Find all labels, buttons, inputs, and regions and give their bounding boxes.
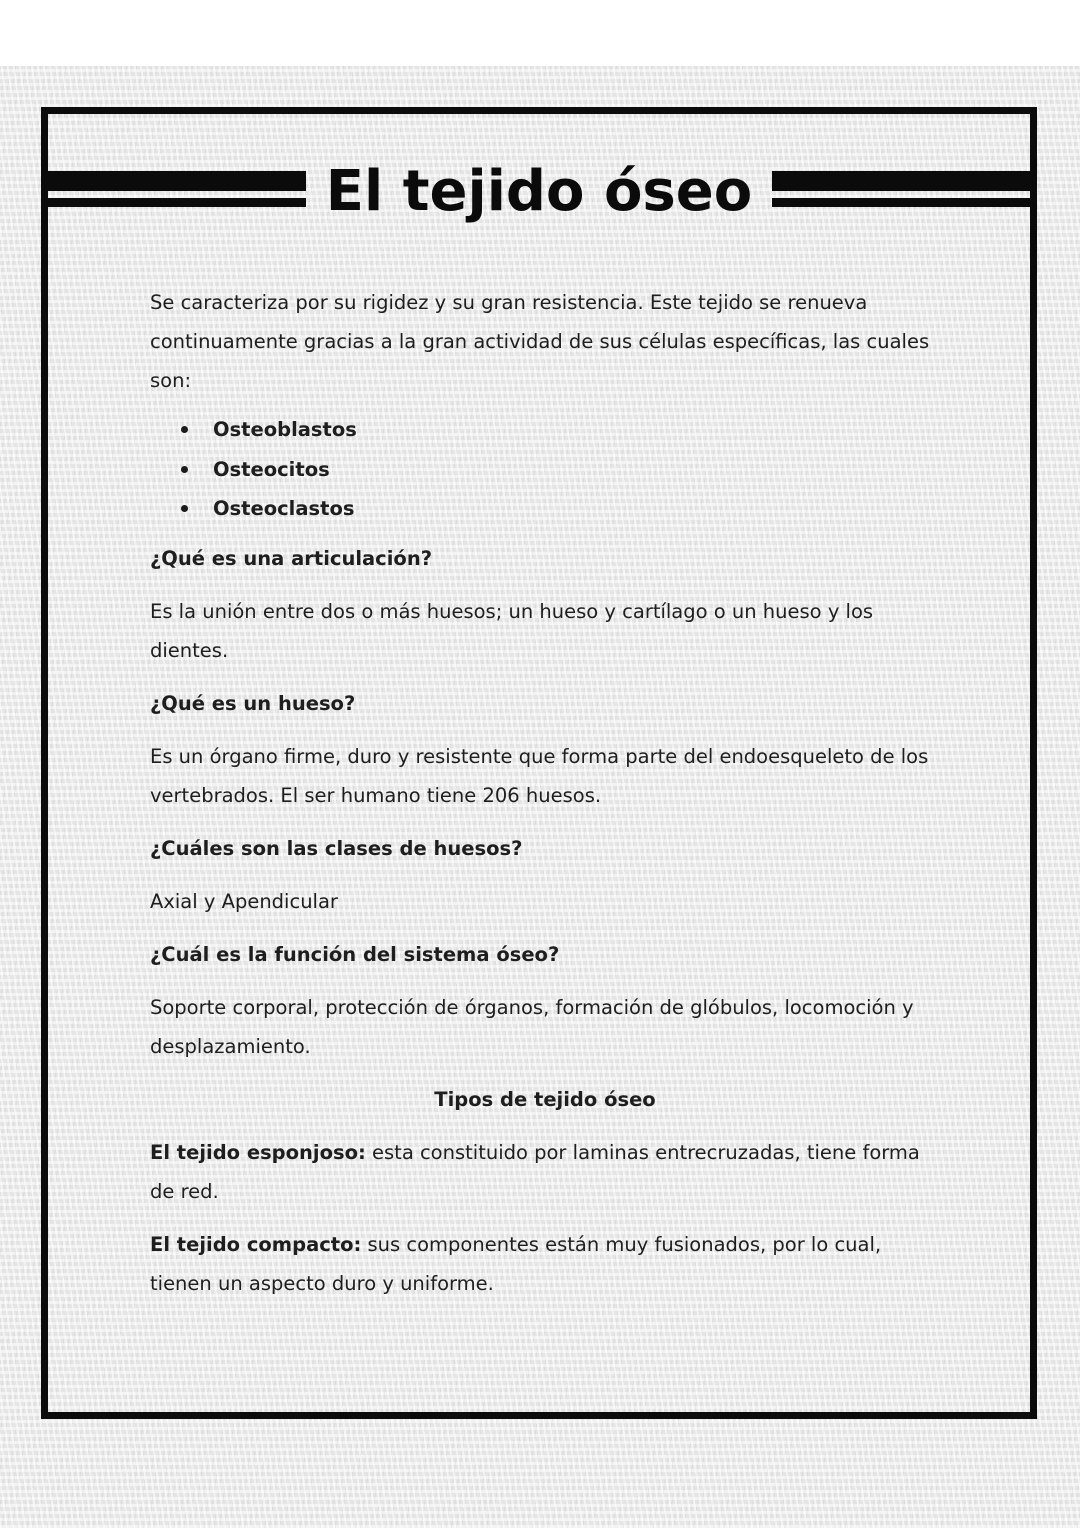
- document-body: [150, 283, 940, 1317]
- section-heading-types: Tipos de tejido óseo: [434, 1087, 656, 1111]
- list-item: [150, 450, 940, 490]
- list-item: [150, 410, 940, 450]
- question-bone: ¿Qué es un hueso?: [150, 691, 356, 715]
- question-bone-classes: ¿Cuáles son las clases de huesos?: [150, 836, 523, 860]
- answer-articulation: Es la unión entre dos o más huesos; un hueso y cartílago o un hueso y los dientes.: [150, 599, 874, 662]
- page-title: El tejido óseo: [325, 159, 753, 224]
- list-item-label: Osteocitos: [213, 457, 330, 481]
- bullet-icon: [181, 466, 188, 473]
- intro-paragraph: Se caracteriza por su rigidez y su gran resistencia. Este tejido se renueva continuamente gracias a la gran actividad de sus células específicas, las cuales son:: [150, 291, 930, 392]
- bullet-icon: [181, 505, 188, 512]
- question-skeletal-function: ¿Cuál es la función del sistema óseo?: [150, 942, 560, 966]
- question-articulation: ¿Qué es una articulación?: [150, 546, 433, 570]
- compact-tissue-label: El tejido compacto:: [150, 1232, 362, 1256]
- title-bar-thin-right: [772, 198, 1030, 207]
- list-item: [150, 489, 940, 529]
- spongy-tissue-label: El tejido esponjoso:: [150, 1140, 366, 1164]
- spongy-tissue-paragraph: [150, 1133, 940, 1211]
- spongy-tissue-text: esta constituido por laminas entrecruzadas, tiene forma de red.: [150, 1140, 920, 1203]
- title-decoration-right: [772, 171, 1030, 216]
- list-item-label: Osteoblastos: [213, 418, 357, 441]
- title-bar-thick-left: [48, 171, 306, 191]
- answer-skeletal-function: Soporte corporal, protección de órganos, formación de glóbulos, locomoción y desplazamiento.: [150, 995, 914, 1058]
- list-item-label: Osteoclastos: [213, 497, 355, 520]
- title-bar-thick-right: [772, 171, 1030, 191]
- compact-tissue-text: sus componentes están muy fusionados, por lo cual, tienen un aspecto duro y uniforme.: [150, 1232, 882, 1295]
- title-decoration-left: [48, 171, 306, 216]
- title-bar-thin-left: [48, 198, 306, 207]
- bullet-icon: [181, 426, 188, 433]
- cell-list: [150, 410, 940, 529]
- answer-bone: Es un órgano firme, duro y resistente que forma parte del endoesqueleto de los vertebrados. El ser humano tiene 206 huesos.: [150, 744, 929, 807]
- compact-tissue-paragraph: [150, 1225, 940, 1303]
- answer-bone-classes: Axial y Apendicular: [150, 889, 338, 913]
